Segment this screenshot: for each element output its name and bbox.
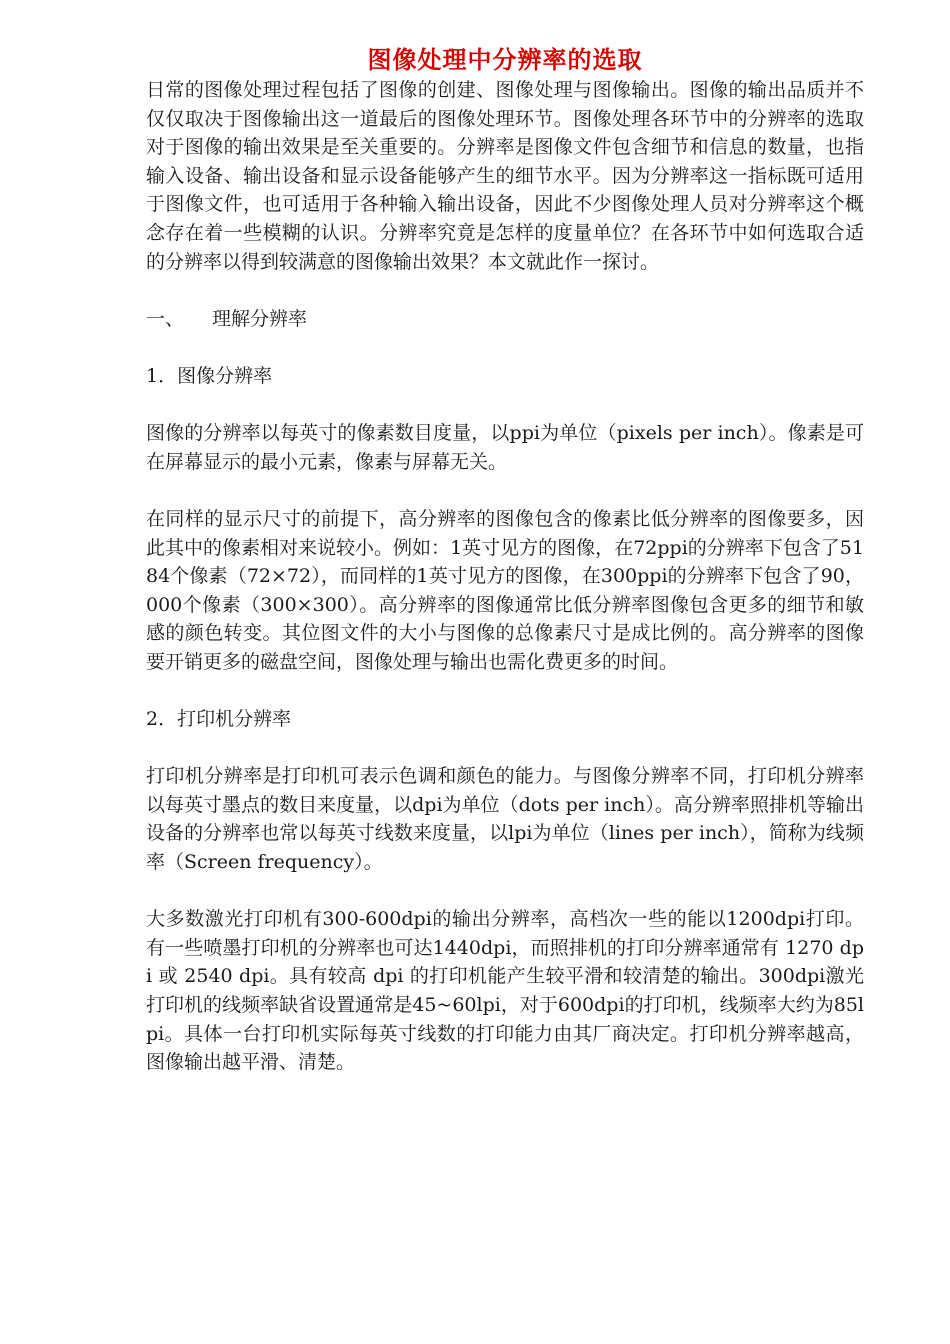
spacer xyxy=(146,476,864,505)
paragraph: 打印机分辨率是打印机可表示色调和颜色的能力。与图像分辨率不同，打印机分辨率以每英寸墨点的数目来度量，以dpi为单位（dots per inch）。高分辨率照排机等输出设备的分辨率也常以每英寸线数来度量，以lpi为单位（lines per inch），简称为线频率（Screen frequency）。 xyxy=(146,765,864,874)
paragraph: 图像的分辨率以每英寸的像素数目度量，以ppi为单位（pixels per inch）。像素是可在屏幕显示的最小元素，像素与屏幕无关。 xyxy=(146,422,864,473)
paragraph: 在同样的显示尺寸的前提下，高分辨率的图像包含的像素比低分辨率的图像要多，因此其中的像素相对来说较小。例如：1英寸见方的图像，在72ppi的分辨率下包含了5184个像素（72×72），而同样的1英寸见方的图像，在300ppi的分辨率下包含了90，000个像素（300×300）。高分辨率的图像通常比低分辨率图像包含更多的细节和敏感的颜色转变。其位图文件的大小与图像的总像素尺寸是成比例的。高分辨率的图像要开销更多的磁盘空间，图像处理与输出也需化费更多的时间。 xyxy=(146,507,864,673)
intro-paragraph: 日常的图像处理过程包括了图像的创建、图像处理与图像输出。图像的输出品质并不仅仅取决于图像输出这一道最后的图像处理环节。图像处理各环节中的分辨率的选取对于图像的输出效果是至关重要的。分辨率是图像文件包含细节和信息的数量，也指输入设备、输出设备和显示设备能够产生的细节水平。因为分辨率这一指标既可适用于图像文件，也可适用于各种输入输出设备，因此不少图像处理人员对分辨率这个概念存在着一些模糊的认识。分辨率究竟是怎样的度量单位？在各环节中如何选取合适的分辨率以得到较满意的图像输出效果？本文就此作一探讨。 xyxy=(146,79,864,273)
paragraph: 大多数激光打印机有300-600dpi的输出分辨率，高档次一些的能以1200dpi打印。有一些喷墨打印机的分辨率也可达1440dpi，而照排机的打印分辨率通常有 1270 dpi 或 2540 dpi。具有较高 dpi 的打印机能产生较平滑和较清楚的输出。300dpi激光打印机的线频率缺省设置通常是45~60lpi，对于600dpi的打印机，线频率大约为85lpi。具体一台打印机实际每英寸线数的打印能力由其厂商决定。打印机分辨率越高，图像输出越平滑、清楚。 xyxy=(146,908,864,1074)
spacer xyxy=(146,391,864,420)
spacer xyxy=(146,276,864,305)
spacer xyxy=(146,676,864,705)
section-heading xyxy=(146,305,864,334)
spacer xyxy=(146,333,864,362)
spacer xyxy=(146,877,864,906)
page-title: 图像处理中分辨率的选取 xyxy=(367,45,643,74)
spacer xyxy=(146,734,864,763)
document-page xyxy=(146,44,864,1077)
subsection-heading-printer-resolution: 2．打印机分辨率 xyxy=(146,708,292,731)
section-number: 一、 xyxy=(146,307,185,330)
subsection-heading-image-resolution: 1．图像分辨率 xyxy=(146,364,273,387)
section-title: 理解分辨率 xyxy=(212,307,308,330)
